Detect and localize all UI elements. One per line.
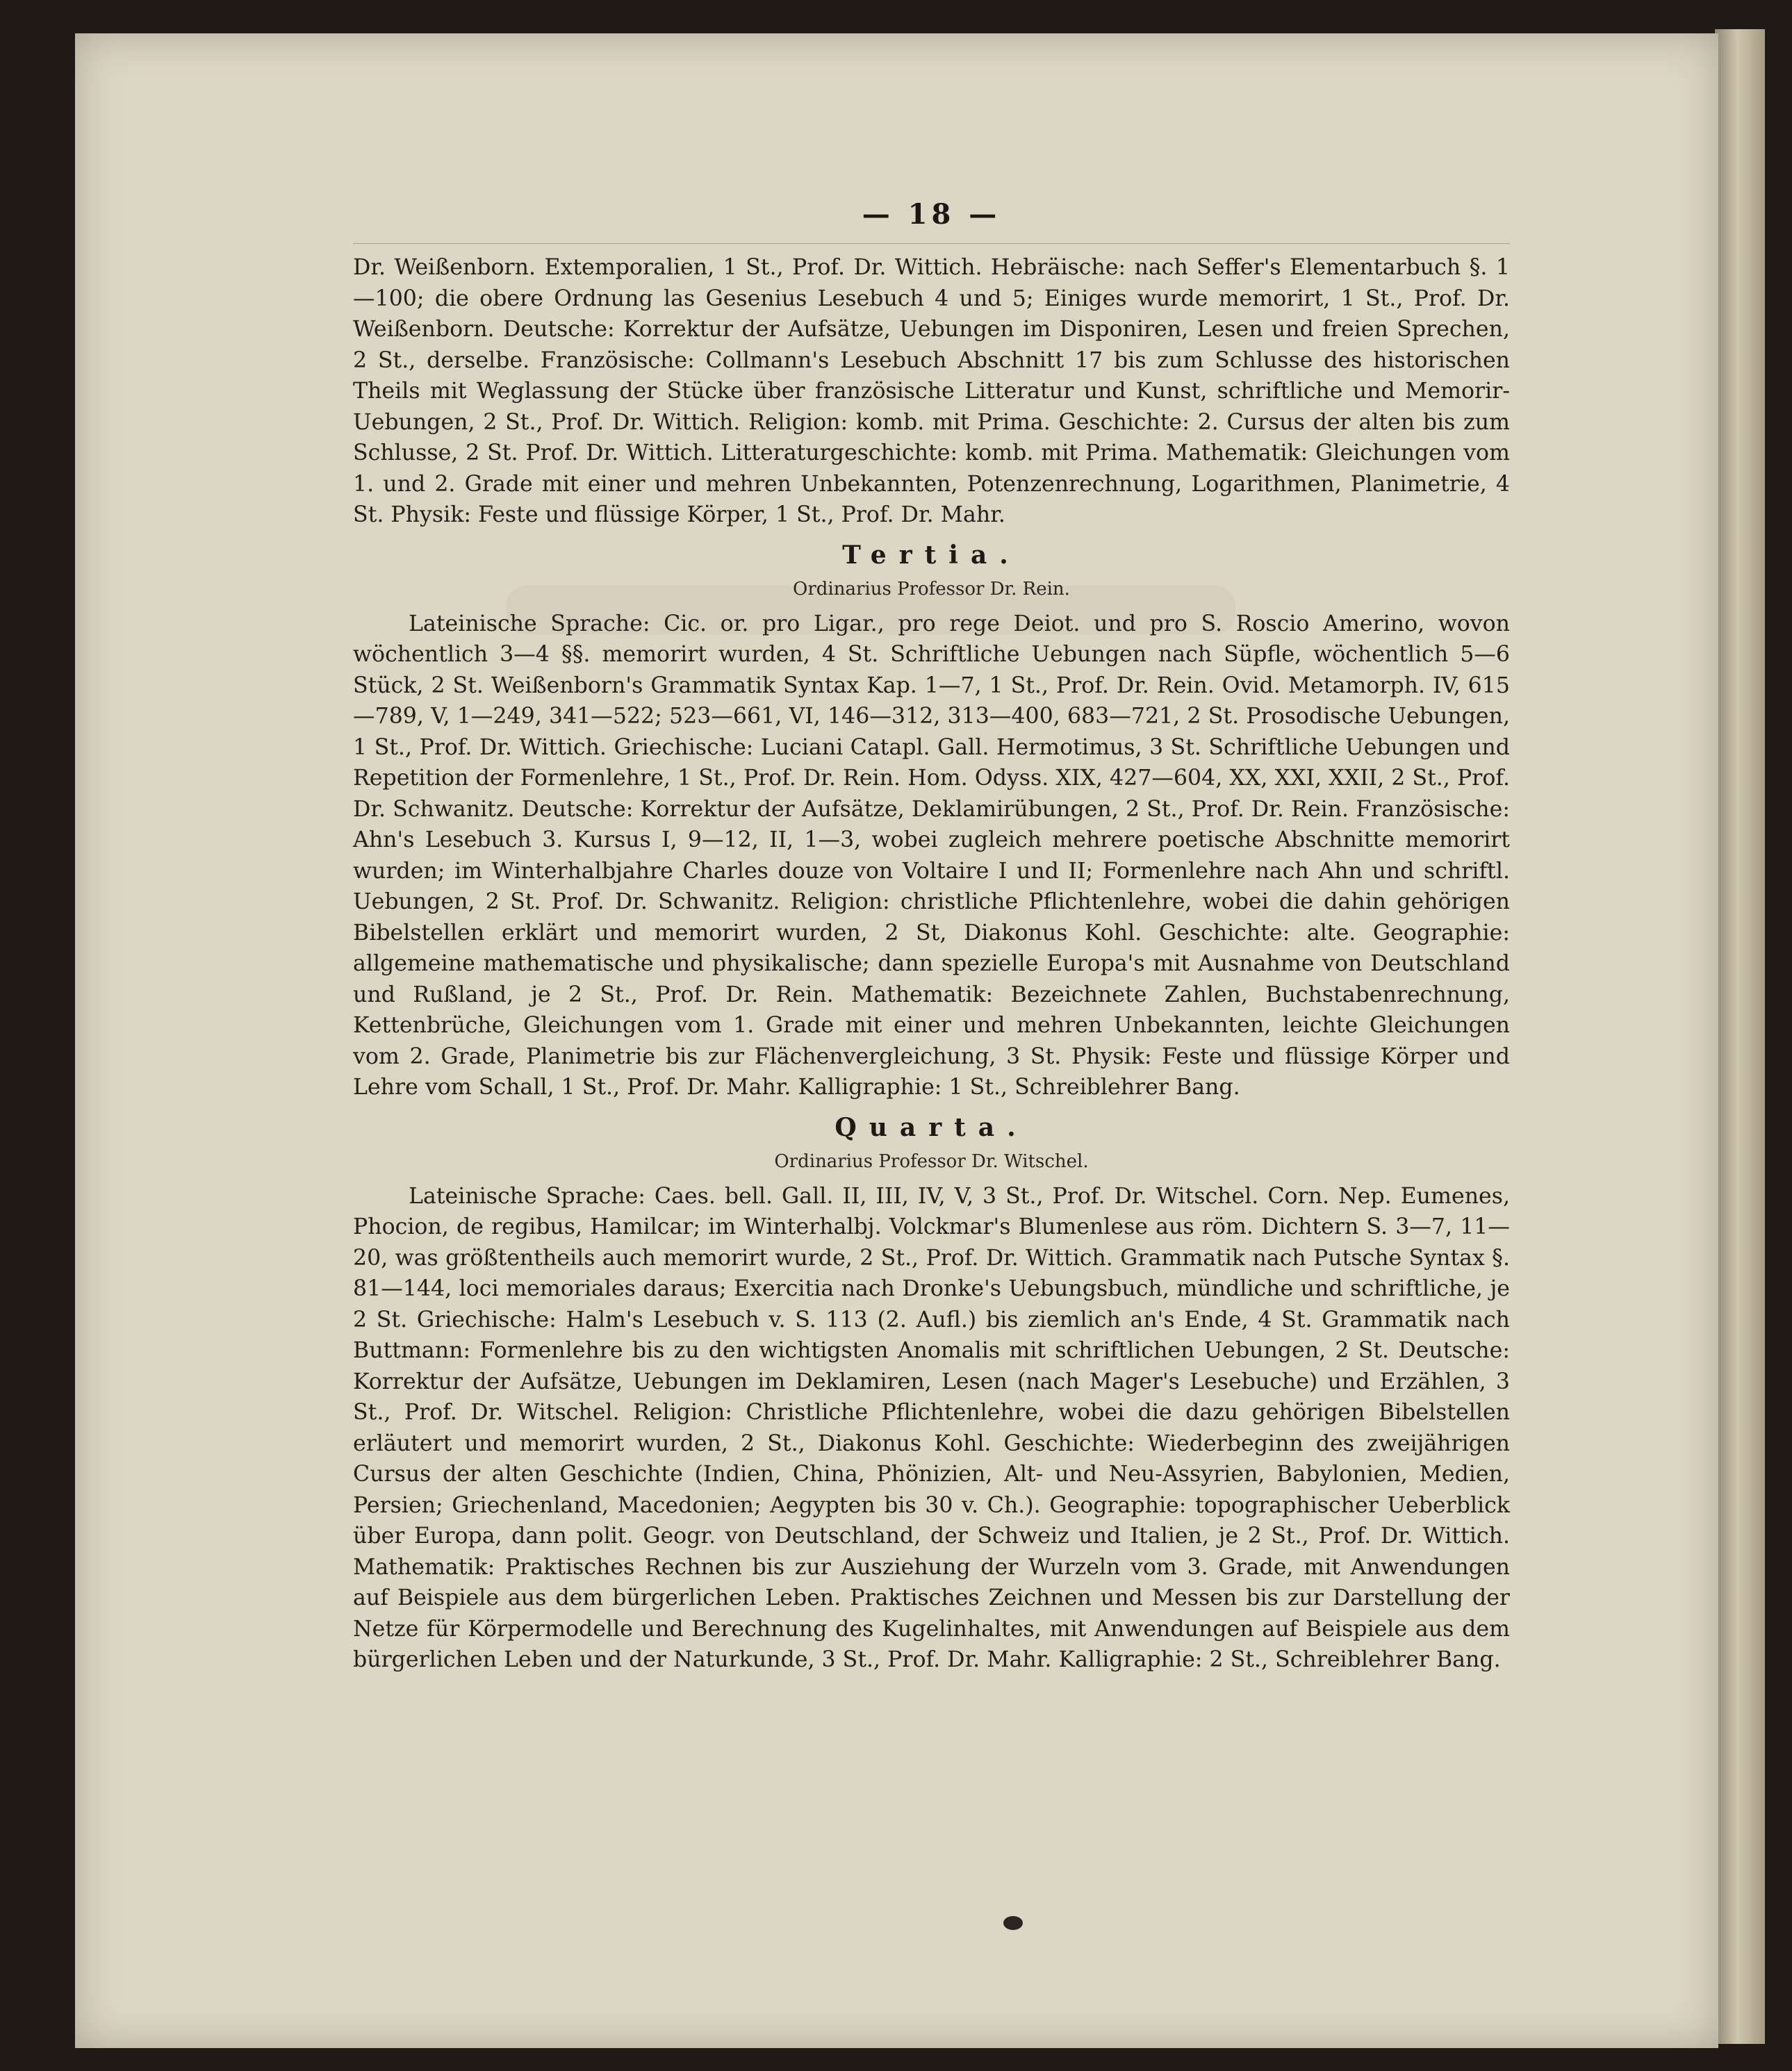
page-number: — 18 —	[862, 198, 1001, 231]
ink-blot	[1003, 1916, 1023, 1930]
document-page	[75, 33, 1718, 2048]
section-ordinarius-quarta: Ordinarius Professor Dr. Witschel.	[774, 1150, 1089, 1172]
paragraph-quarta: Lateinische Sprache: Caes. bell. Gall. II, III, IV, V, 3 St., Prof. Dr. Witschel. Corn. Nep. Eumenes, Phocion, de regibus, Hamilcar; im Winterhalbj. Volckmar's Blumenlese aus röm. Dichtern S. 3—7, 11—20, was größtentheils auch memorirt wurde, 2 St., Prof. Dr. Wittich. Grammatik nach Putsche Syntax §. 81—144, loci memoriales daraus; Exercitia nach Dronke's Uebungsbuch, mündliche und schriftliche, je 2 St. Griechische: Halm's Lesebuch v. S. 113 (2. Aufl.) bis ziemlich an's Ende, 4 St. Grammatik nach Buttmann: Formenlehre bis zu den wichtigsten Anomalis mit schriftlichen Uebungen, 2 St. Deutsche: Korrektur der Aufsätze, Uebungen im Deklamiren, Lesen (nach Mager's Lesebuche) und Erzählen, 3 St., Prof. Dr. Witschel. Religion: Christliche Pflichtenlehre, wobei die dazu gehörigen Bibelstellen erläutert und memorirt wurden, 2 St., Diakonus Kohl. Geschichte: Wiederbeginn des zweijährigen Cursus der alten Geschichte (Indien, China, Phönizien, Alt- und Neu-Assyrien, Babylonien, Medien, Persien; Griechenland, Macedonien; Aegypten bis 30 v. Ch.). Geographie: topographischer Ueberblick über Europa, dann polit. Geogr. von Deutschland, der Schweiz und Italien, je 2 St., Prof. Dr. Wittich. Mathematik: Praktisches Rechnen bis zur Ausziehung der Wurzeln vom 3. Grade, mit Anwendungen auf Beispiele aus dem bürgerlichen Leben. Praktisches Zeichnen und Messen bis zur Darstellung der Netze für Körpermodelle und Berechnung des Kugelinhaltes, mit Anwendungen auf Beispiele aus dem bürgerlichen Leben und der Naturkunde, 3 St., Prof. Dr. Mahr. Kalligraphie: 2 St., Schreiblehrer Bang.	[353, 1183, 1510, 1672]
adjacent-page-edge	[1715, 29, 1765, 2044]
section-title-quarta: Quarta.	[835, 1112, 1028, 1142]
page-content	[353, 169, 1510, 1676]
paragraph-tertia: Lateinische Sprache: Cic. or. pro Ligar., pro rege Deiot. und pro S. Roscio Amerino, wovon wöchentlich 3—4 §§. memorirt wurden, 4 St. Schriftliche Uebungen nach Süpfle, wöchentlich 5—6 Stück, 2 St. Weißenborn's Grammatik Syntax Kap. 1—7, 1 St., Prof. Dr. Rein. Ovid. Metamorph. IV, 615—789, V, 1—249, 341—522; 523—661, VI, 146—312, 313—400, 683—721, 2 St. Prosodische Uebungen, 1 St., Prof. Dr. Wittich. Griechische: Luciani Catapl. Gall. Hermotimus, 3 St. Schriftliche Uebungen und Repetition der Formenlehre, 1 St., Prof. Dr. Rein. Hom. Odyss. XIX, 427—604, XX, XXI, XXII, 2 St., Prof. Dr. Schwanitz. Deutsche: Korrektur der Aufsätze, Deklamirübungen, 2 St., Prof. Dr. Rein. Französische: Ahn's Lesebuch 3. Kursus I, 9—12, II, 1—3, wobei zugleich mehrere poetische Abschnitte memorirt wurden; im Winterhalbjahre Charles douze von Voltaire I und II; Formenlehre nach Ahn und schriftl. Uebungen, 2 St. Prof. Dr. Schwanitz. Religion: christliche Pflichtenlehre, wobei die dahin gehörigen Bibelstellen erklärt und memorirt wurden, 2 St, Diakonus Kohl. Geschichte: alte. Geographie: allgemeine mathematische und physikalische; dann spezielle Europa's mit Ausnahme von Deutschland und Rußland, je 2 St., Prof. Dr. Rein. Mathematik: Bezeichnete Zahlen, Buchstabenrechnung, Kettenbrüche, Gleichungen vom 1. Grade mit einer und mehren Unbekannten, leichte Gleichungen vom 2. Grade, Planimetrie bis zur Flächenvergleichung, 3 St. Physik: Feste und flüssige Körper und Lehre vom Schall, 1 St., Prof. Dr. Mahr. Kalligraphie: 1 St., Schreiblehrer Bang.	[353, 611, 1510, 1100]
section-title-tertia: Tertia.	[842, 540, 1021, 570]
header-rule	[353, 243, 1510, 244]
paragraph-secunda-continued: Dr. Weißenborn. Extemporalien, 1 St., Prof. Dr. Wittich. Hebräische: nach Seffer's Elementarbuch §. 1—100; die obere Ordnung las Gesenius Lesebuch 4 und 5; Einiges wurde memorirt, 1 St., Prof. Dr. Weißenborn. Deutsche: Korrektur der Aufsätze, Uebungen im Disponiren, Lesen und freien Sprechen, 2 St., derselbe. Französische: Collmann's Lesebuch Abschnitt 17 bis zum Schlusse des historischen Theils mit Weglassung der Stücke über französische Litteratur und Kunst, schriftliche und Memorir-Uebungen, 2 St., Prof. Dr. Wittich. Religion: komb. mit Prima. Geschichte: 2. Cursus der alten bis zum Schlusse, 2 St. Prof. Dr. Wittich. Litteraturgeschichte: komb. mit Prima. Mathematik: Gleichungen vom 1. und 2. Grade mit einer und mehren Unbekannten, Potenzenrechnung, Logarithmen, Planimetrie, 4 St. Physik: Feste und flüssige Körper, 1 St., Prof. Dr. Mahr.	[353, 255, 1510, 527]
section-ordinarius-tertia: Ordinarius Professor Dr. Rein.	[793, 578, 1070, 600]
